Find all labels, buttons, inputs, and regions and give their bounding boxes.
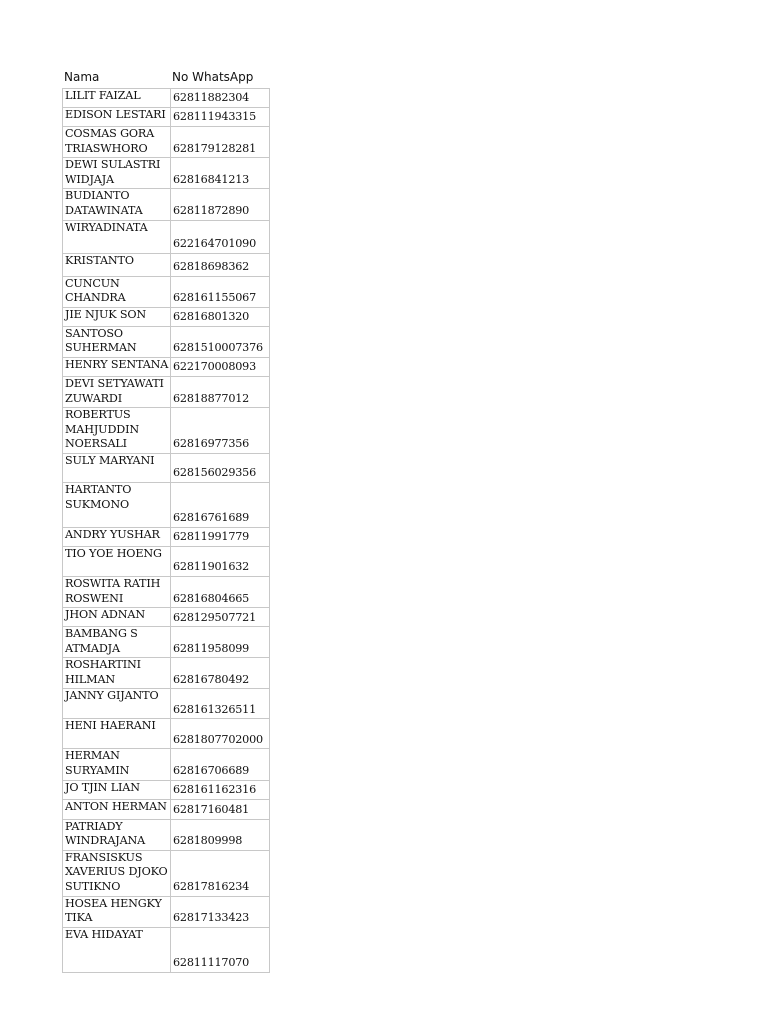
table-row xyxy=(63,546,270,576)
contact-name: TIO YOE HOENG xyxy=(63,546,171,576)
table-row xyxy=(63,453,270,482)
contact-whatsapp: 628156029356 xyxy=(171,453,270,482)
contact-name: SANTOSO SUHERMAN xyxy=(63,326,171,357)
contact-name: SULY MARYANI xyxy=(63,453,171,482)
table-row xyxy=(63,89,270,108)
table-row xyxy=(63,780,270,799)
contact-whatsapp: 62811117070 xyxy=(171,927,270,972)
contact-whatsapp: 62811991779 xyxy=(171,527,270,546)
table-row xyxy=(63,127,270,158)
contact-name: HARTANTO SUKMONO xyxy=(63,482,171,527)
contact-whatsapp: 62811882304 xyxy=(171,89,270,108)
header-name: Nama xyxy=(64,70,100,84)
contact-whatsapp: 62816977356 xyxy=(171,408,270,454)
table-row xyxy=(63,819,270,850)
contact-name: PATRIADY WINDRAJANA xyxy=(63,819,171,850)
contact-name: DEVI SETYAWATI ZUWARDI xyxy=(63,376,171,407)
contact-name: BAMBANG S ATMADJA xyxy=(63,627,171,658)
contact-whatsapp: 628161326511 xyxy=(171,689,270,719)
table-row xyxy=(63,357,270,376)
contact-whatsapp: 62817133423 xyxy=(171,896,270,927)
contact-name: WIRYADINATA xyxy=(63,220,171,253)
table-row xyxy=(63,850,270,896)
contact-name: EDISON LESTARI xyxy=(63,108,171,127)
contact-name: JO TJIN LIAN xyxy=(63,780,171,799)
table-row xyxy=(63,927,270,972)
table-row xyxy=(63,627,270,658)
contact-name: ROSWITA RATIH ROSWENI xyxy=(63,576,171,607)
contact-whatsapp: 628161162316 xyxy=(171,780,270,799)
contact-name: ROSHARTINI HILMAN xyxy=(63,658,171,689)
contact-sheet xyxy=(62,68,270,973)
contacts-table-body xyxy=(63,89,270,973)
contact-whatsapp: 62817816234 xyxy=(171,850,270,896)
contact-name: BUDIANTO DATAWINATA xyxy=(63,189,171,220)
contact-name: HERMAN SURYAMIN xyxy=(63,749,171,780)
contacts-table xyxy=(62,88,270,973)
table-row xyxy=(63,482,270,527)
contact-name: KRISTANTO xyxy=(63,253,171,276)
contact-name: HENRY SENTANA xyxy=(63,357,171,376)
contact-whatsapp: 62818698362 xyxy=(171,253,270,276)
contact-whatsapp: 62816706689 xyxy=(171,749,270,780)
contact-whatsapp: 628179128281 xyxy=(171,127,270,158)
table-row xyxy=(63,799,270,819)
contact-whatsapp: 622170008093 xyxy=(171,357,270,376)
contact-whatsapp: 62811958099 xyxy=(171,627,270,658)
contact-name: HENI HAERANI xyxy=(63,719,171,749)
contact-whatsapp: 62816761689 xyxy=(171,482,270,527)
contact-whatsapp: 62811872890 xyxy=(171,189,270,220)
contact-name: ANDRY YUSHAR xyxy=(63,527,171,546)
contact-whatsapp: 62816801320 xyxy=(171,307,270,326)
contact-whatsapp: 62816780492 xyxy=(171,658,270,689)
contact-name: ROBERTUS MAHJUDDIN NOERSALI xyxy=(63,408,171,454)
table-row xyxy=(63,658,270,689)
table-row xyxy=(63,189,270,220)
contact-name: JIE NJUK SON xyxy=(63,307,171,326)
contact-name: LILIT FAIZAL xyxy=(63,89,171,108)
table-row xyxy=(63,527,270,546)
contact-name: JANNY GIJANTO xyxy=(63,689,171,719)
contact-whatsapp: 62818877012 xyxy=(171,376,270,407)
contact-name: FRANSISKUS XAVERIUS DJOKO SUTIKNO xyxy=(63,850,171,896)
contact-name: ANTON HERMAN xyxy=(63,799,171,819)
table-row xyxy=(63,253,270,276)
table-row xyxy=(63,326,270,357)
table-row xyxy=(63,576,270,607)
table-row xyxy=(63,276,270,307)
table-row xyxy=(63,749,270,780)
table-header xyxy=(62,68,270,88)
contact-name: COSMAS GORA TRIASWHORO xyxy=(63,127,171,158)
contact-whatsapp: 62817160481 xyxy=(171,799,270,819)
contact-whatsapp: 62811901632 xyxy=(171,546,270,576)
contact-name: EVA HIDAYAT xyxy=(63,927,171,972)
header-whatsapp: No WhatsApp xyxy=(172,70,254,84)
contact-name: CUNCUN CHANDRA xyxy=(63,276,171,307)
contact-whatsapp: 62816804665 xyxy=(171,576,270,607)
contact-whatsapp: 6281510007376 xyxy=(171,326,270,357)
table-row xyxy=(63,689,270,719)
table-row xyxy=(63,108,270,127)
table-row xyxy=(63,307,270,326)
contact-whatsapp: 6281807702000 xyxy=(171,719,270,749)
contact-whatsapp: 62816841213 xyxy=(171,158,270,189)
table-row xyxy=(63,220,270,253)
contact-whatsapp: 628161155067 xyxy=(171,276,270,307)
table-row xyxy=(63,608,270,627)
table-row xyxy=(63,896,270,927)
contact-name: HOSEA HENGKY TIKA xyxy=(63,896,171,927)
table-row xyxy=(63,719,270,749)
table-row xyxy=(63,158,270,189)
contact-name: JHON ADNAN xyxy=(63,608,171,627)
contact-whatsapp: 628129507721 xyxy=(171,608,270,627)
contact-name: DEWI SULASTRI WIDJAJA xyxy=(63,158,171,189)
table-row xyxy=(63,376,270,407)
contact-whatsapp: 622164701090 xyxy=(171,220,270,253)
contact-whatsapp: 628111943315 xyxy=(171,108,270,127)
contact-whatsapp: 6281809998 xyxy=(171,819,270,850)
table-row xyxy=(63,408,270,454)
